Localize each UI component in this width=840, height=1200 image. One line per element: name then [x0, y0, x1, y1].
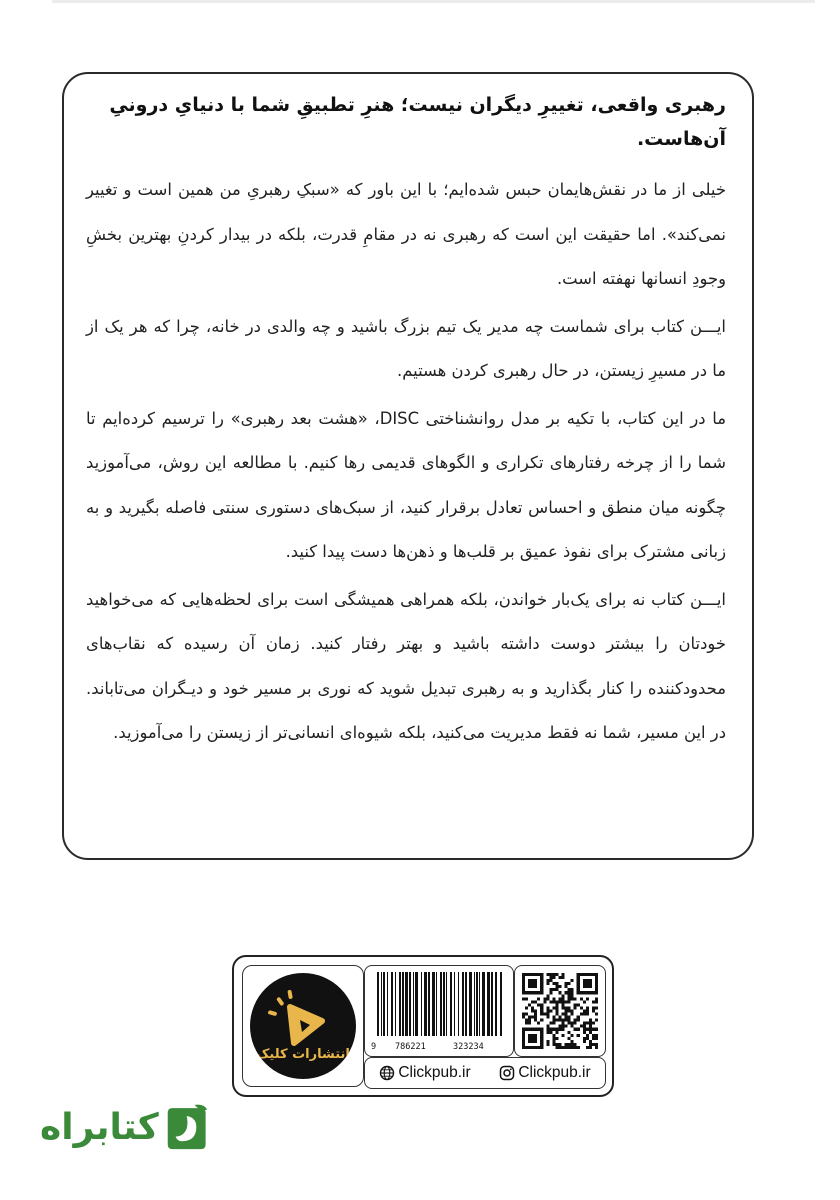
globe-icon [379, 1065, 395, 1081]
isbn-barcode [364, 965, 514, 1057]
top-divider [52, 0, 815, 3]
isbn-prefix: 9 [371, 1042, 377, 1052]
play-triangle-icon [250, 973, 356, 1079]
publisher-logo [250, 973, 356, 1079]
back-cover-text-box [62, 72, 754, 860]
barcode-icon [371, 972, 509, 1038]
paragraph-1: خیلی از ما در نقش‌هایمان حبس شده‌ایم؛ با این باور که «سبکِ رهبریِ من همین است و تغییر نمی‌کند». اما حقیقت این است که رهبری نه در مقامِ قدرت، بلکه در بیدار کردنِ بهترین بخشِ وجودِ انسانها نهفته است. [86, 180, 726, 288]
website-text: Clickpub.ir [398, 1064, 471, 1081]
publisher-logo-cell [242, 965, 364, 1087]
ketabrah-brand[interactable] [40, 1092, 210, 1162]
qr-code-icon[interactable] [522, 973, 598, 1049]
headline: رهبری واقعی، تغییرِ دیگران نیست؛ هنرِ تطبیقِ شما با دنیایِ درونیِ آن‌هاست. [109, 94, 726, 150]
paragraph-2: ایـــن کتاب برای شماست چه مدیر یک تیم بزرگ باشید و چه والدی در خانه، چرا که هر یک از ما در مسیرِ زیستن، در حال رهبری کردن هستیم. [86, 316, 726, 380]
publisher-info-panel [232, 955, 614, 1097]
paragraph-3: ما در این کتاب، با تکیه بر مدل روانشناختی DISC، «هشت بعد رهبری» را ترسیم کرده‌ایم تا شما را از چرخه رفتارهای تکراری و الگوهای قدیمی رها کنیم. با مطالعه این روش، می‌آموزید چگونه میان منطق و احساس تعادل برقرار کنید، از سبک‌های دستوری سنتی فاصله بگیرید و به زبانی مشترک برای نفوذ عمیق بر قلب‌ها و ذهن‌ها دست پیدا کنید. [86, 408, 727, 561]
publisher-links-row [364, 1057, 606, 1089]
website-link[interactable] [379, 1064, 470, 1082]
instagram-icon [499, 1065, 515, 1081]
qr-code-cell [514, 965, 606, 1057]
book-leaf-icon [163, 1095, 210, 1159]
paragraph-4: ایـــن کتاب نه برای یک‌بار خواندن، بلکه همراهی همیشگی است برای لحظه‌هایی که می‌خواهید خودتان را بیشتر دوست داشته باشید و بهتر رفتار کنید. زمان آن رسیده که نقاب‌های محدودکننده را کنار بگذارید و به رهبری تبدیل شوید که نوری بر مسیر خود و دیـگران می‌تاباند. در این مسیر، شما نه فقط مدیریت می‌کنید، بلکه شیوه‌ای انسانی‌تر از زیستن را می‌آموزید. [86, 589, 726, 742]
brand-name: کتابراه [40, 1106, 159, 1148]
publisher-logo-text: انتشارات کلیک [256, 1047, 350, 1062]
isbn-group-2: 323234 [453, 1042, 484, 1052]
instagram-text: Clickpub.ir [518, 1064, 591, 1081]
isbn-group-1: 786221 [395, 1042, 426, 1052]
instagram-link[interactable] [499, 1064, 590, 1082]
